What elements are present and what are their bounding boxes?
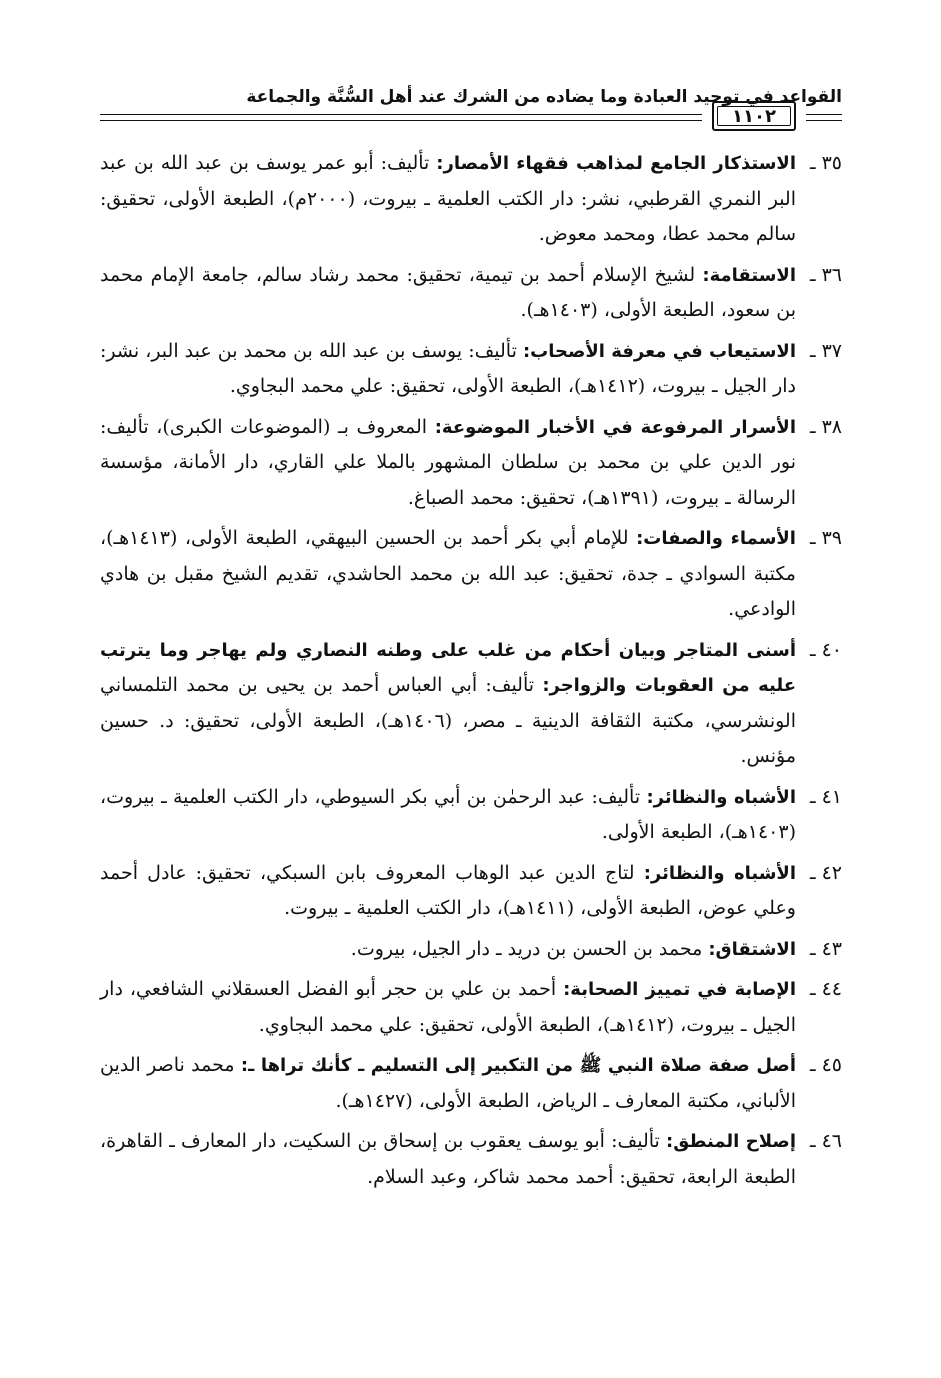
running-header-title: القواعد في توحيد العبادة وما يضاده من الشرك عند أهل السُّنَّة والجماعة [246,87,842,107]
entry-text [100,633,796,775]
entry-body: لشيخ الإسلام أحمد بن تيمية، تحقيق: محمد رشاد سالم، جامعة الإمام محمد بن سعود، الطبعة الأولى، (١٤٠٣هـ). [100,263,796,321]
entry-title: الأشباه والنظائر: [643,862,796,884]
entry-text [100,1124,796,1195]
entry-number: ٤٠ ـ [809,638,842,661]
entry-title: الاستقامة: [702,264,796,286]
bibliography-entry [100,258,842,329]
entry-body: تأليف: أبي العباس أحمد بن يحيى بن محمد التلمساني الونشرسي، مكتبة الثقافة الدينية ـ مصر، (١٤٠٦هـ)، الطبعة الأولى، تحقيق: د. حسين مؤنس. [100,674,796,767]
entry-body: تأليف: عبد الرحمٰن بن أبي بكر السيوطي، دار الكتب العلمية ـ بيروت، (١٤٠٣هـ)، الطبعة الأولى. [100,785,796,843]
entry-text [100,334,796,405]
entry-body: تأليف: يوسف بن عبد الله بن محمد بن عبد البر، نشر: دار الجيل ـ بيروت، (١٤١٢هـ)، الطبعة الأولى، تحقيق: علي محمد البجاوي. [100,339,796,397]
entry-body: للإمام أبي بكر أحمد بن الحسين البيهقي، الطبعة الأولى، (١٤١٣هـ)، مكتبة السوادي ـ جدة، تحقيق: عبد الله بن محمد الحاشدي، تقديم الشيخ مقبل بن هادي الوادعي. [100,527,796,620]
entry-number: ٤٦ ـ [809,1130,842,1152]
entry-text [100,932,796,968]
entry-body: لتاج الدين عبد الوهاب المعروف بابن السبكي، تحقيق: عادل أحمد وعلي عوض، الطبعة الأولى، (١٤١١هـ)، دار الكتب العلمية ـ بيروت. [100,861,796,919]
bibliography-entry [100,1124,842,1195]
entry-title: الأشباه والنظائر: [646,786,796,808]
entry-title: الاشتقاق: [708,938,796,960]
entry-number: ٣٧ ـ [809,339,842,362]
header-rule [806,120,842,121]
bibliography-entry [100,146,842,253]
entry-title: أسنى المتاجر وبيان أحكام من غلب على وطنه النصاري ولم يهاجر وما يترتب عليه من العقوبات والزواجر: [100,639,796,696]
entry-body: أحمد بن علي بن حجر أبو الفضل العسقلاني الشافعي، دار الجيل ـ بيروت، (١٤١٢هـ)، الطبعة الأولى، تحقيق: علي محمد البجاوي. [100,978,796,1036]
entry-body: تأليف: أبو يوسف يعقوب بن إسحاق بن السكيت، دار المعارف ـ القاهرة، الطبعة الرابعة، تحقيق: أحمد محمد شاكر، وعبد السلام. [100,1130,796,1188]
entry-text [100,410,796,517]
entry-text [100,1048,796,1119]
entry-title: الاستيعاب في معرفة الأصحاب: [522,340,797,362]
bibliography-entry [100,521,842,628]
entry-title: الأسرار المرفوعة في الأخبار الموضوعة: [434,416,796,438]
entry-text [100,146,796,253]
bibliography-entry [100,410,842,517]
bibliography-entry [100,780,842,851]
entry-body: محمد ناصر الدين الألباني، مكتبة المعارف ـ الرياض، الطبعة الأولى، (١٤٢٧هـ). [100,1054,796,1112]
entry-number: ٣٦ ـ [809,263,842,286]
entry-text [100,972,796,1043]
page-number-frame [712,101,796,131]
bibliography-entry [100,1048,842,1119]
bibliography-entry [100,334,842,405]
bibliography-entry [100,972,842,1043]
page-number: ١١٠٢ [732,105,776,127]
entry-text [100,856,796,927]
entry-body: المعروف بـ (الموضوعات الكبرى)، تأليف: نور الدين علي بن محمد بن سلطان المشهور بالملا علي القاري، دار الأمانة، مؤسسة الرسالة ـ بيروت، (١٣٩١هـ)، تحقيق: محمد الصباغ. [100,415,796,509]
header-rule [806,114,842,115]
bibliography-entry [100,856,842,927]
entry-title: الاستذكار الجامع لمذاهب فقهاء الأمصار: [436,153,797,174]
entry-text [100,258,796,329]
entry-number: ٣٨ ـ [809,415,842,438]
bibliography-entry [100,932,842,968]
entry-body: تأليف: أبو عمر يوسف بن عبد الله بن عبد البر النمري القرطبي، نشر: دار الكتب العلمية ـ بيروت، (٢٠٠٠م)، الطبعة الأولى، تحقيق: سالم محمد عطا، ومحمد معوض. [100,152,797,245]
bibliography-entry [100,633,842,775]
entry-number: ٤٥ ـ [809,1054,842,1076]
entry-title: أصل صفة صلاة النبي ﷺ من التكبير إلى التسليم ـ كأنك تراها ـ: [240,1055,796,1076]
entry-number: ٤٣ ـ [809,937,842,960]
header-rule [100,114,702,115]
entry-number: ٣٥ ـ [809,152,842,174]
entry-title: إصلاح المنطق: [666,1131,796,1152]
entry-number: ٤٢ ـ [809,861,842,884]
entry-number: ٤١ ـ [809,785,842,808]
entry-number: ٣٩ ـ [809,527,842,549]
entry-title: الأسماء والصفات: [636,528,796,549]
entry-text [100,521,796,628]
header-rule [100,120,702,121]
entry-number: ٤٤ ـ [809,978,842,1000]
entry-text [100,780,796,851]
bibliography-list [100,146,842,1200]
entry-body: محمد بن الحسن بن دريد ـ دار الجيل، بيروت. [350,937,709,960]
entry-title: الإصابة في تمييز الصحابة: [563,979,796,1000]
